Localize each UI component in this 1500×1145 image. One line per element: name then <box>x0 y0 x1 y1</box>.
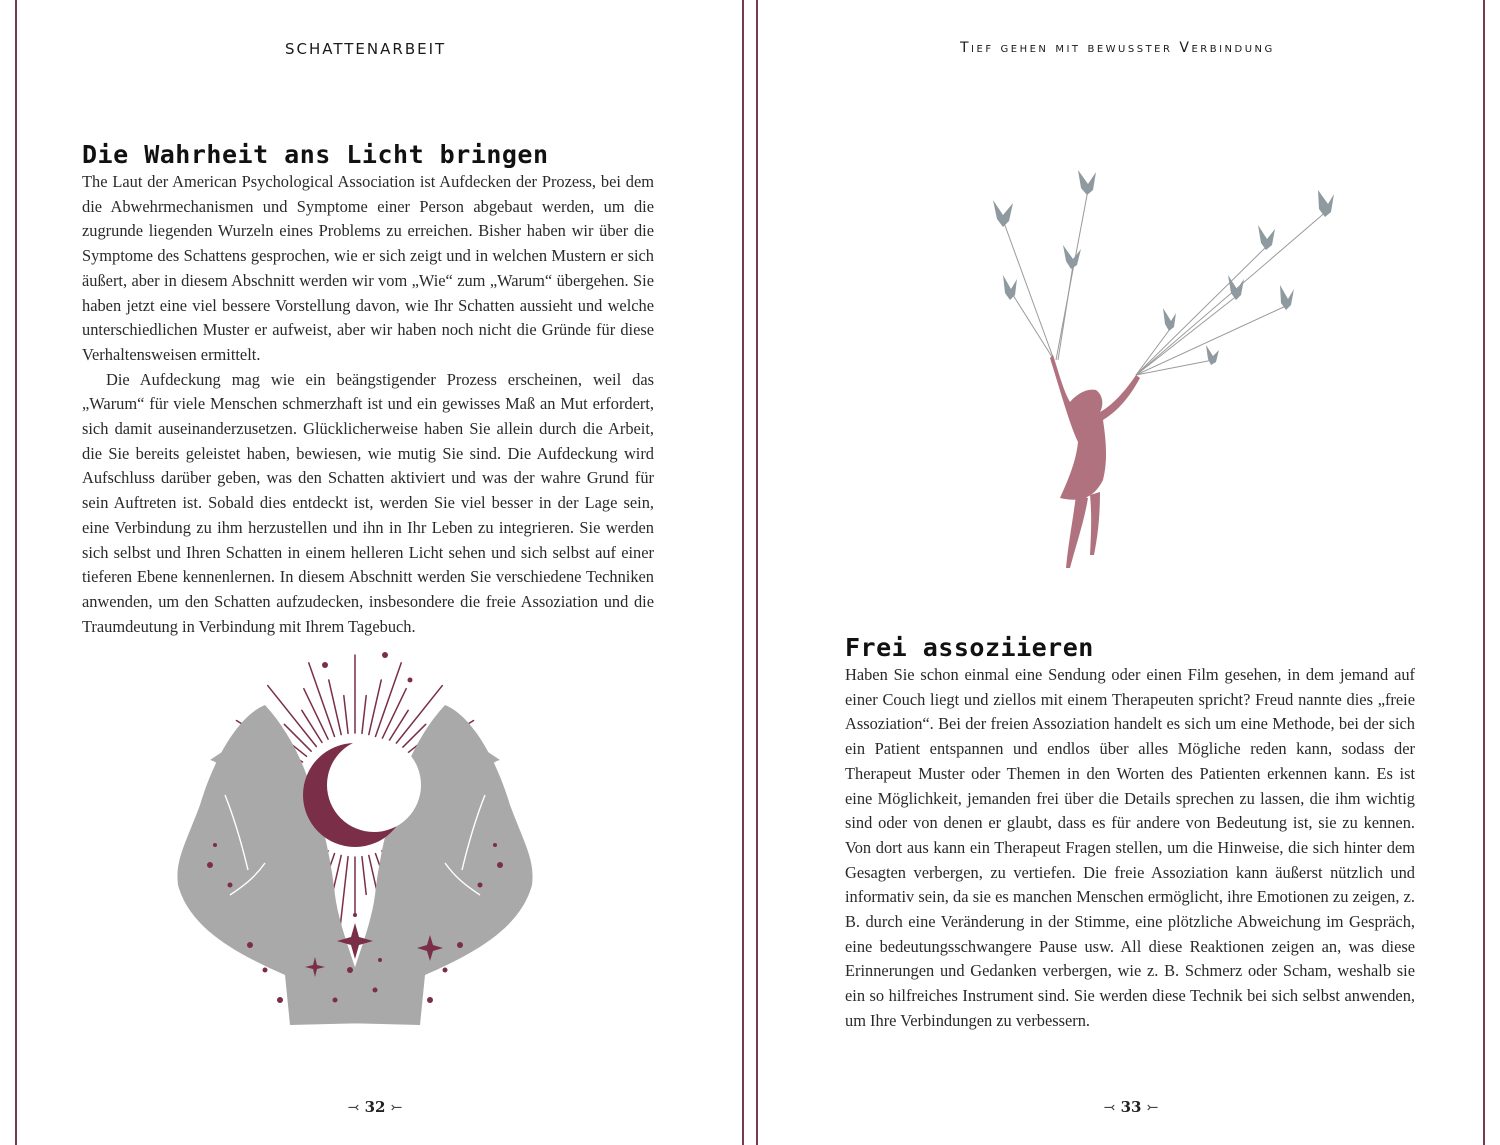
right-border-line <box>1483 0 1485 1145</box>
sun-ray <box>302 710 322 742</box>
folio-ornament-icon: ⤚ <box>390 1100 403 1116</box>
running-head-right: Tief gehen mit bewusster Verbindung <box>960 40 1275 56</box>
sun-ray <box>362 696 366 734</box>
right-page <box>758 0 1483 1145</box>
section-heading-right: Frei assoziieren <box>845 633 1094 662</box>
hands-moon-icon <box>170 645 540 1035</box>
folio-ornament-icon: ⤙ <box>1103 1100 1116 1116</box>
page-number: 33 <box>1120 1098 1142 1116</box>
left-page <box>0 0 742 1145</box>
sun-ray <box>362 857 366 895</box>
running-head-left: SCHATTENARBEIT <box>285 40 447 58</box>
paragraph: The Laut der American Psychological Association ist Aufdecken der Prozess, bei dem die Abwehrmechanismen und Symptome einer Person abgebaut werden, um die zugrunde liegenden Wurzeln eines Problems zu erreichen. Bisher haben wir über die Symptome des Schattens gesprochen, wie er sich zeigt und in welchen Mustern er sich äußert, aber in diesem Abschnitt werden wir vom „Wie“ zum „Warum“ übergehen. Sie haben jetzt eine viel bessere Vorstellung davon, wie Ihr Schatten aussieht und welche unterschiedlichen Muster er aufweist, aber wir haben noch nicht die Gründe für diese Verhaltensweisen ermittelt. <box>82 172 654 364</box>
girl-with-birds-icon <box>978 150 1358 580</box>
folio-ornament-icon: ⤚ <box>1146 1100 1159 1116</box>
page-number-right <box>1081 1098 1181 1116</box>
body-text-left <box>82 170 654 639</box>
folio-ornament-icon: ⤙ <box>347 1100 360 1116</box>
sun-ray <box>344 696 348 734</box>
paragraph: Haben Sie schon einmal eine Sendung oder einen Film gesehen, in dem jemand auf einer Couch liegt und ziellos mit einem Therapeuten spricht? Freud nannte dies „freie Assoziation“. Bei der freien Assoziation handelt es sich um eine Methode, bei der sich ein Patient entspannen und endlos über alles Mögliche reden kann, sodass der Therapeut Muster oder Themen in den Worten des Patienten erkennen kann. Es ist eine Möglichkeit, jemanden frei über die Details sprechen zu lassen, die ihm wichtig sind oder von denen er glaubt, dass es für andere von Bedeutung ist, sie zu kennen. Von dort aus kann ein Therapeut Fragen stellen, um die Hinweise, die sich hinter dem Gesagten verbergen, zu vertiefen. Die freie Assoziation kann äußerst nützlich und informativ sein, da sie es manchen Menschen ermöglicht, ihre Emotionen zu zeigen, z. B. durch eine Veränderung in der Stimme, eine plötzliche Abweichung im Gespräch, eine bedeutungsschwangere Pause usw. All diese Reaktionen zeigen an, was diese Erinnerungen und Gedanken verbergen, wie z. B. Schmerz oder Scham, weshalb sie ein so hilfreiches Instrument sind. Sie werden diese Technik bei sich selbst anwenden, um Ihre Verbindungen zu verbessern. <box>845 665 1415 1030</box>
section-heading-left: Die Wahrheit ans Licht bringen <box>82 140 549 169</box>
center-left-border-line <box>742 0 744 1145</box>
sun-ray <box>388 710 408 742</box>
page-number-left <box>325 1098 425 1116</box>
page-number: 32 <box>364 1098 386 1116</box>
body-text-right <box>845 663 1415 1034</box>
paragraph: Die Aufdeckung mag wie ein beängstigender Prozess erscheinen, weil das „Warum“ für viele Menschen schmerzhaft ist und ein gewisses Maß an Mut erfordert, sich damit auseinanderzusetzen. Glücklicherweise haben Sie allein durch die Arbeit, die Sie bereits geleistet haben, bewiesen, wie mutig Sie sind. Die Aufdeckung wird Aufschluss darüber geben, was den Schatten aktiviert und was der wahre Grund für sein Auftreten ist. Sobald dies entdeckt ist, werden Sie viel besser in der Lage sein, eine Verbindung zu ihm herzustellen und ihn in Ihr Leben zu integrieren. Sie werden sich selbst und Ihren Schatten in einem helleren Licht sehen und sich selbst auf einer tieferen Ebene kennenlernen. In diesem Abschnitt werden Sie verschiedene Techniken anwenden, um den Schatten aufzudecken, insbesondere die freie Assoziation und die Traumdeutung in Verbindung mit Ihrem Tagebuch. <box>82 369 654 636</box>
